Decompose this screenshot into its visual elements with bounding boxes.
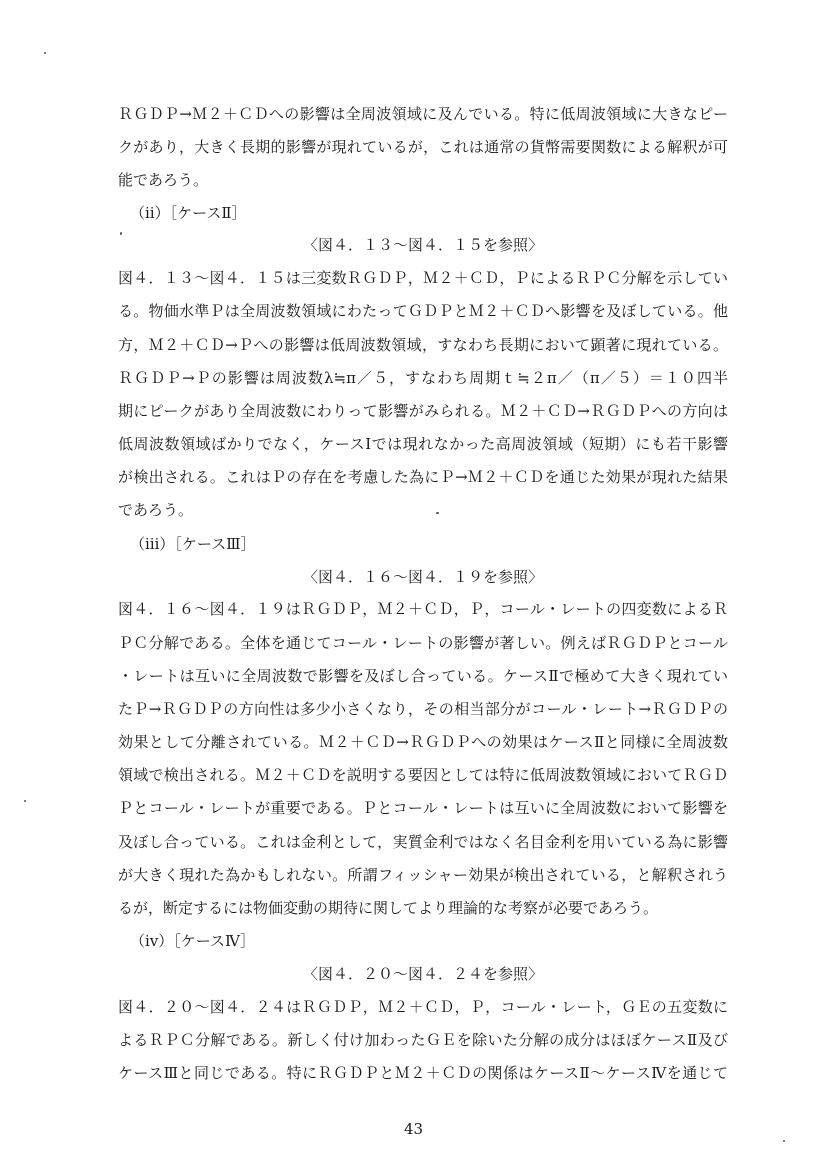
section-heading-case-2: （ⅱ）［ケースⅡ］ — [130, 204, 247, 222]
paragraph-line: ケースⅢと同じである。特にＲＧＤＰとＭ２＋ＣＤの関係はケースⅡ～ケースⅣを通じて — [118, 1064, 728, 1082]
paragraph-line: 図４．１３～図４．１５は三変数ＲＧＤＰ，Ｍ２＋ＣＤ，ＰによるＲＰＣ分解を示してい — [118, 269, 728, 287]
paragraph-line: ＲＧＤＰ→Ｐの影響は周波数λ≒π／５，すなわち周期ｔ≒２π／（π／５）＝１０四半 — [118, 369, 728, 387]
figure-reference-caption: 〈図４．２０～図４．２４を参照〉 — [302, 965, 543, 983]
paragraph-line: たＰ→ＲＧＤＰの方向性は多少小さくなり，その相当部分がコール・レート→ＲＧＤＰの — [118, 700, 728, 718]
paragraph-line: よるＲＰＣ分解である。新しく付け加わったＧＥを除いた分解の成分はほぼケースⅡ及び — [118, 1031, 728, 1049]
paragraph-line: 能であろう。 — [118, 171, 209, 189]
paragraph-line: 低周波数領域ばかりでなく，ケースⅠでは現れなかった高周波領域（短期）にも若干影響 — [118, 435, 728, 453]
paragraph-line: 期にピークがあり全周波数にわりって影響がみられる。Ｍ２＋ＣＤ→ＲＧＤＰへの方向は — [118, 402, 728, 420]
paragraph-line: であろう。 — [118, 501, 194, 519]
paragraph-line: ・レートは互いに全周波数で影響を及ぼし合っている。ケースⅡで極めて大きく現れてい — [118, 667, 728, 685]
paragraph-line: 効果として分離されている。Ｍ２＋ＣＤ→ＲＧＤＰへの効果はケースⅡと同様に全周波数 — [118, 733, 728, 751]
figure-reference-caption: 〈図４．１６～図４．１９を参照〉 — [302, 568, 543, 586]
scan-speck — [24, 800, 26, 802]
page-number: 43 — [403, 1120, 424, 1138]
paragraph-line: ＰＣ分解である。全体を通じてコール・レートの影響が著しい。例えばＲＧＤＰとコール — [118, 634, 728, 652]
scan-speck — [783, 1140, 785, 1142]
scan-speck — [44, 52, 46, 54]
paragraph-line: が検出される。これはＰの存在を考慮した為にＰ→Ｍ２＋ＣＤを通じた効果が現れた結果 — [118, 468, 728, 486]
paragraph-line: 図４．２０～図４．２４はＲＧＤＰ，Ｍ２＋ＣＤ，Ｐ，コール・レート，ＧＥの五変数に — [118, 998, 728, 1016]
section-heading-case-3: （ⅲ）［ケースⅢ］ — [130, 535, 256, 553]
figure-reference-caption: 〈図４．１３～図４．１５を参照〉 — [302, 236, 543, 254]
paragraph-line: が大きく現れた為かもしれない。所謂フィッシャー効果が検出されている，と解釈されう — [118, 866, 728, 884]
paragraph-line: ＲＧＤＰ→Ｍ２＋ＣＤへの影響は全周波領域に及んでいる。特に低周波領域に大きなピー — [118, 105, 728, 123]
paragraph-line: 方，Ｍ２＋ＣＤ→Ｐへの影響は低周波数領域，すなわち長期において顕著に現れている。 — [118, 336, 728, 354]
paragraph-line: クがあり，大きく長期的影響が現れているが，これは通常の貨幣需要関数による解釈が可 — [118, 138, 728, 156]
section-heading-case-4: （ⅳ）［ケースⅣ］ — [130, 932, 256, 950]
paragraph-line: 領域で検出される。Ｍ２＋ＣＤを説明する要因としては特に低周波数領域においてＲＧＤ — [118, 766, 728, 784]
paragraph-line: る。物価水準Ｐは全周波数領域にわたってＧＤＰとＭ２＋ＣＤへ影響を及ぼしている。他 — [118, 302, 728, 320]
scan-speck — [436, 512, 439, 514]
paragraph-line: Ｐとコール・レートが重要である。Ｐとコール・レートは互いに全周波数において影響を — [118, 799, 728, 817]
paragraph-line: るが，断定するには物価変動の期待に関してより理論的な考察が必要であろう。 — [118, 899, 659, 917]
paragraph-line: 及ぼし合っている。これは金利として，実質金利ではなく名目金利を用いている為に影響 — [118, 833, 728, 851]
paragraph-line: 図４．１６～図４．１９はＲＧＤＰ，Ｍ２＋ＣＤ，Ｐ，コール・レートの四変数によるＲ — [118, 600, 728, 618]
scan-speck — [120, 232, 122, 235]
